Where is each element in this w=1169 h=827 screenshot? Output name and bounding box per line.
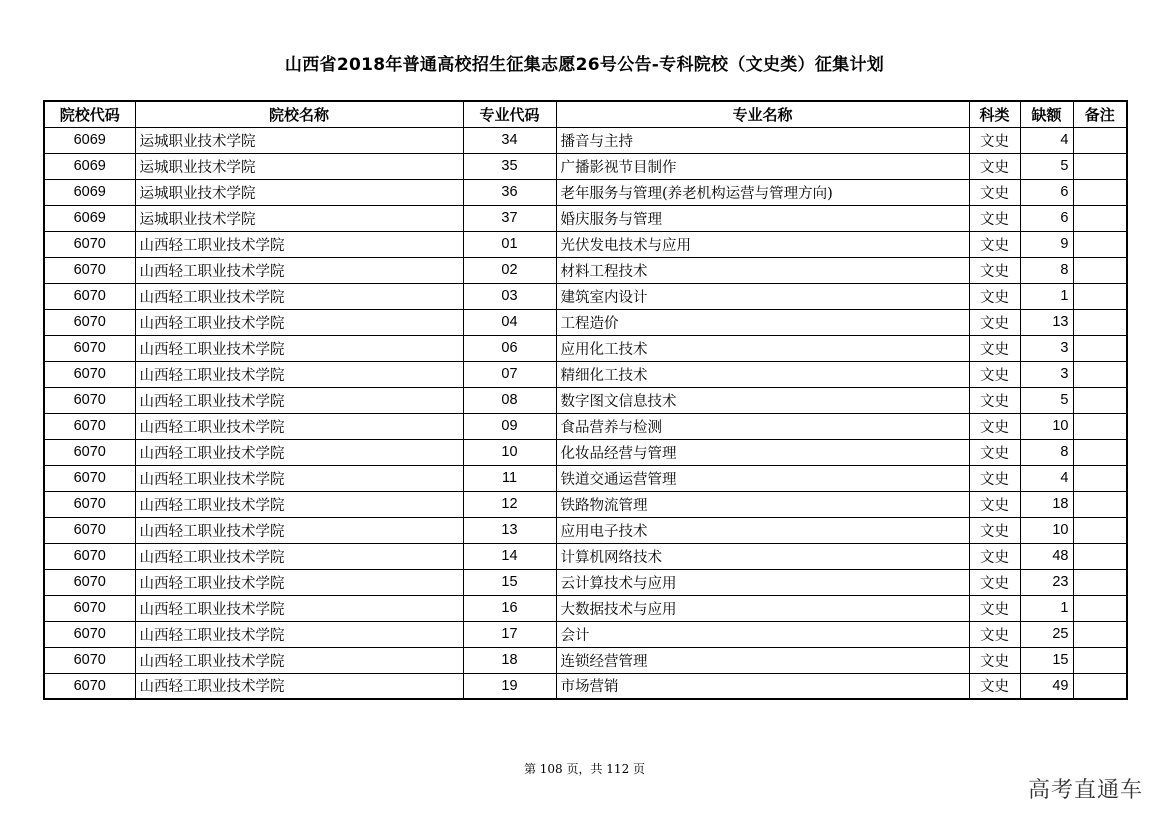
cell-major-name: 化妆品经营与管理 (556, 439, 969, 465)
cell-major-name: 应用电子技术 (556, 517, 969, 543)
cell-school-name: 山西轻工职业技术学院 (135, 673, 463, 699)
page-number: 第 108 页，共 112 页 (523, 762, 646, 776)
cell-school-code: 6069 (44, 205, 135, 231)
cell-remarks (1073, 231, 1127, 257)
cell-major-code: 36 (463, 179, 556, 205)
cell-major-code: 14 (463, 543, 556, 569)
cell-major-name: 铁路物流管理 (556, 491, 969, 517)
cell-remarks (1073, 439, 1127, 465)
table-row (44, 491, 1127, 517)
cell-vacancies: 6 (1020, 205, 1073, 231)
table-row (44, 621, 1127, 647)
cell-school-name: 山西轻工职业技术学院 (135, 569, 463, 595)
cell-major-name: 计算机网络技术 (556, 543, 969, 569)
cell-school-code: 6070 (44, 517, 135, 543)
cell-vacancies: 10 (1020, 517, 1073, 543)
cell-school-code: 6070 (44, 257, 135, 283)
cell-major-name: 老年服务与管理(养老机构运营与管理方向) (556, 179, 969, 205)
cell-vacancies: 25 (1020, 621, 1073, 647)
cell-vacancies: 48 (1020, 543, 1073, 569)
table-row (44, 231, 1127, 257)
cell-school-code: 6069 (44, 127, 135, 153)
table-row (44, 127, 1127, 153)
cell-major-code: 02 (463, 257, 556, 283)
cell-major-code: 15 (463, 569, 556, 595)
cell-school-name: 山西轻工职业技术学院 (135, 543, 463, 569)
cell-major-code: 13 (463, 517, 556, 543)
cell-remarks (1073, 205, 1127, 231)
cell-school-name: 山西轻工职业技术学院 (135, 257, 463, 283)
table-row (44, 673, 1127, 699)
cell-school-code: 6070 (44, 335, 135, 361)
cell-school-code: 6070 (44, 387, 135, 413)
cell-major-name: 应用化工技术 (556, 335, 969, 361)
cell-category: 文史 (969, 335, 1020, 361)
cell-school-name: 山西轻工职业技术学院 (135, 413, 463, 439)
cell-category: 文史 (969, 387, 1020, 413)
cell-major-name: 精细化工技术 (556, 361, 969, 387)
cell-major-code: 19 (463, 673, 556, 699)
cell-school-code: 6069 (44, 179, 135, 205)
cell-remarks (1073, 621, 1127, 647)
cell-category: 文史 (969, 465, 1020, 491)
cell-major-code: 12 (463, 491, 556, 517)
cell-vacancies: 4 (1020, 465, 1073, 491)
cell-major-code: 11 (463, 465, 556, 491)
cell-vacancies: 49 (1020, 673, 1073, 699)
cell-category: 文史 (969, 569, 1020, 595)
cell-category: 文史 (969, 413, 1020, 439)
cell-school-name: 山西轻工职业技术学院 (135, 309, 463, 335)
cell-major-name: 工程造价 (556, 309, 969, 335)
cell-category: 文史 (969, 283, 1020, 309)
cell-major-name: 铁道交通运营管理 (556, 465, 969, 491)
cell-major-code: 16 (463, 595, 556, 621)
cell-major-code: 17 (463, 621, 556, 647)
cell-school-name: 山西轻工职业技术学院 (135, 361, 463, 387)
cell-remarks (1073, 517, 1127, 543)
table-row (44, 569, 1127, 595)
cell-school-code: 6070 (44, 439, 135, 465)
cell-major-code: 01 (463, 231, 556, 257)
cell-school-code: 6069 (44, 153, 135, 179)
cell-major-name: 广播影视节目制作 (556, 153, 969, 179)
cell-category: 文史 (969, 361, 1020, 387)
cell-school-code: 6070 (44, 413, 135, 439)
cell-school-code: 6070 (44, 309, 135, 335)
cell-vacancies: 6 (1020, 179, 1073, 205)
cell-vacancies: 13 (1020, 309, 1073, 335)
cell-category: 文史 (969, 517, 1020, 543)
header-major-code: 专业代码 (463, 101, 556, 127)
cell-vacancies: 5 (1020, 153, 1073, 179)
cell-school-code: 6070 (44, 647, 135, 673)
cell-remarks (1073, 413, 1127, 439)
table-row (44, 179, 1127, 205)
cell-major-code: 10 (463, 439, 556, 465)
cell-major-code: 04 (463, 309, 556, 335)
table-row (44, 205, 1127, 231)
cell-school-code: 6070 (44, 361, 135, 387)
cell-vacancies: 15 (1020, 647, 1073, 673)
cell-major-code: 37 (463, 205, 556, 231)
cell-category: 文史 (969, 205, 1020, 231)
cell-category: 文史 (969, 179, 1020, 205)
cell-category: 文史 (969, 231, 1020, 257)
header-vacancies: 缺额 (1020, 101, 1073, 127)
cell-vacancies: 4 (1020, 127, 1073, 153)
cell-remarks (1073, 647, 1127, 673)
cell-remarks (1073, 673, 1127, 699)
cell-school-name: 山西轻工职业技术学院 (135, 335, 463, 361)
table-row (44, 283, 1127, 309)
cell-school-name: 运城职业技术学院 (135, 153, 463, 179)
cell-major-name: 市场营销 (556, 673, 969, 699)
cell-major-code: 07 (463, 361, 556, 387)
cell-remarks (1073, 361, 1127, 387)
cell-school-code: 6070 (44, 283, 135, 309)
cell-major-code: 06 (463, 335, 556, 361)
cell-major-name: 建筑室内设计 (556, 283, 969, 309)
header-major-name: 专业名称 (556, 101, 969, 127)
cell-vacancies: 1 (1020, 595, 1073, 621)
cell-remarks (1073, 335, 1127, 361)
cell-remarks (1073, 153, 1127, 179)
cell-vacancies: 3 (1020, 361, 1073, 387)
cell-category: 文史 (969, 621, 1020, 647)
cell-major-name: 婚庆服务与管理 (556, 205, 969, 231)
cell-major-name: 数字图文信息技术 (556, 387, 969, 413)
cell-major-name: 会计 (556, 621, 969, 647)
cell-vacancies: 18 (1020, 491, 1073, 517)
cell-school-name: 山西轻工职业技术学院 (135, 231, 463, 257)
cell-vacancies: 5 (1020, 387, 1073, 413)
cell-category: 文史 (969, 491, 1020, 517)
cell-category: 文史 (969, 673, 1020, 699)
cell-remarks (1073, 543, 1127, 569)
cell-school-code: 6070 (44, 621, 135, 647)
table-header-row (44, 101, 1127, 127)
cell-category: 文史 (969, 439, 1020, 465)
document-title: 山西省2018年普通高校招生征集志愿26号公告-专科院校（文史类）征集计划 (284, 55, 885, 75)
table-row (44, 517, 1127, 543)
cell-major-name: 连锁经营管理 (556, 647, 969, 673)
cell-remarks (1073, 465, 1127, 491)
cell-vacancies: 8 (1020, 439, 1073, 465)
cell-category: 文史 (969, 543, 1020, 569)
header-school-name: 院校名称 (135, 101, 463, 127)
enrollment-plan-table (43, 100, 1128, 700)
cell-major-name: 播音与主持 (556, 127, 969, 153)
cell-major-code: 34 (463, 127, 556, 153)
cell-school-name: 山西轻工职业技术学院 (135, 439, 463, 465)
cell-school-name: 运城职业技术学院 (135, 127, 463, 153)
cell-school-name: 山西轻工职业技术学院 (135, 491, 463, 517)
cell-school-code: 6070 (44, 491, 135, 517)
cell-major-code: 03 (463, 283, 556, 309)
cell-school-name: 山西轻工职业技术学院 (135, 465, 463, 491)
table-row (44, 465, 1127, 491)
table-row (44, 413, 1127, 439)
cell-major-name: 材料工程技术 (556, 257, 969, 283)
table-row (44, 387, 1127, 413)
cell-school-code: 6070 (44, 543, 135, 569)
cell-category: 文史 (969, 153, 1020, 179)
cell-school-code: 6070 (44, 569, 135, 595)
cell-school-code: 6070 (44, 465, 135, 491)
cell-remarks (1073, 179, 1127, 205)
cell-category: 文史 (969, 309, 1020, 335)
cell-school-name: 山西轻工职业技术学院 (135, 595, 463, 621)
cell-remarks (1073, 569, 1127, 595)
watermark: 高考直通车 (1027, 778, 1143, 803)
cell-vacancies: 8 (1020, 257, 1073, 283)
cell-category: 文史 (969, 127, 1020, 153)
cell-category: 文史 (969, 647, 1020, 673)
cell-school-name: 山西轻工职业技术学院 (135, 647, 463, 673)
cell-school-name: 山西轻工职业技术学院 (135, 517, 463, 543)
header-school-code: 院校代码 (44, 101, 135, 127)
cell-school-name: 山西轻工职业技术学院 (135, 621, 463, 647)
table-row (44, 361, 1127, 387)
cell-remarks (1073, 387, 1127, 413)
cell-major-code: 08 (463, 387, 556, 413)
header-remarks: 备注 (1073, 101, 1127, 127)
cell-remarks (1073, 257, 1127, 283)
cell-major-code: 09 (463, 413, 556, 439)
cell-major-code: 35 (463, 153, 556, 179)
cell-remarks (1073, 283, 1127, 309)
table-row (44, 153, 1127, 179)
cell-category: 文史 (969, 257, 1020, 283)
cell-vacancies: 23 (1020, 569, 1073, 595)
cell-vacancies: 10 (1020, 413, 1073, 439)
table-row (44, 543, 1127, 569)
cell-major-name: 食品营养与检测 (556, 413, 969, 439)
cell-major-name: 云计算技术与应用 (556, 569, 969, 595)
cell-remarks (1073, 595, 1127, 621)
cell-school-name: 运城职业技术学院 (135, 179, 463, 205)
cell-vacancies: 9 (1020, 231, 1073, 257)
cell-remarks (1073, 127, 1127, 153)
cell-school-name: 运城职业技术学院 (135, 205, 463, 231)
table-row (44, 439, 1127, 465)
cell-vacancies: 1 (1020, 283, 1073, 309)
cell-major-code: 18 (463, 647, 556, 673)
table-row (44, 257, 1127, 283)
cell-major-name: 光伏发电技术与应用 (556, 231, 969, 257)
cell-vacancies: 3 (1020, 335, 1073, 361)
cell-category: 文史 (969, 595, 1020, 621)
cell-major-name: 大数据技术与应用 (556, 595, 969, 621)
table-row (44, 309, 1127, 335)
table-row (44, 595, 1127, 621)
table-row (44, 335, 1127, 361)
cell-remarks (1073, 309, 1127, 335)
cell-school-name: 山西轻工职业技术学院 (135, 283, 463, 309)
header-category: 科类 (969, 101, 1020, 127)
cell-school-code: 6070 (44, 595, 135, 621)
cell-remarks (1073, 491, 1127, 517)
cell-school-name: 山西轻工职业技术学院 (135, 387, 463, 413)
cell-school-code: 6070 (44, 231, 135, 257)
cell-school-code: 6070 (44, 673, 135, 699)
table-row (44, 647, 1127, 673)
